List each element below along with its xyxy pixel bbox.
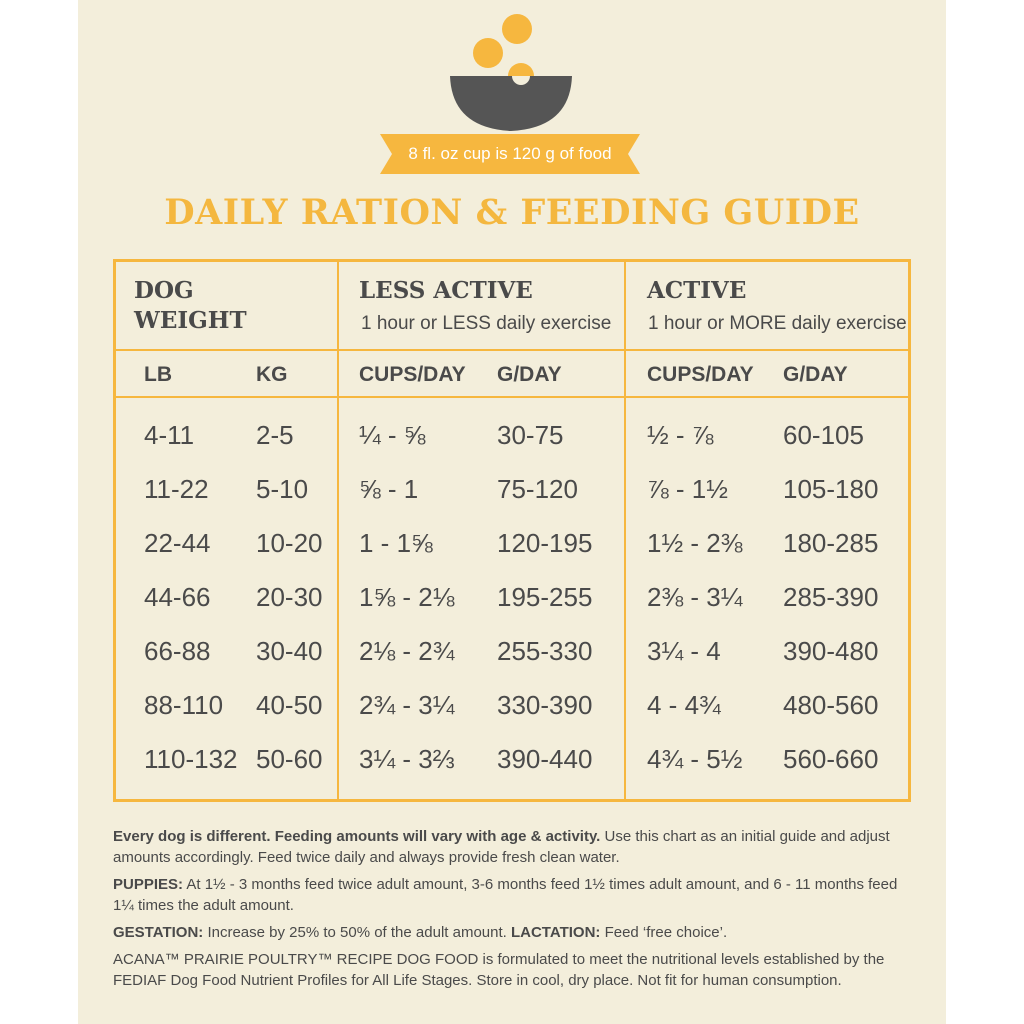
column-header-grams-less-active: G/DAY [497, 363, 562, 386]
group-title-less-active: LESS ACTIVE [359, 277, 533, 304]
cell-grams-active: 105-180 [783, 474, 879, 504]
cell-cups-less-active: 1 - 1⅝ [359, 528, 433, 558]
group-subtitle-active: 1 hour or MORE daily exercise [648, 313, 907, 334]
note-puppies-text: At 1½ - 3 months feed twice adult amount, 3-6 months feed 1½ times adult amount, and 6 - 11 months feed 1¼ times the adult amount. [113, 876, 898, 914]
column-header-cups-less-active: CUPS/DAY [359, 363, 466, 386]
cell-cups-active: ½ - ⅞ [647, 420, 714, 450]
cell-kg: 50-60 [256, 744, 323, 774]
column-header-cups-active: CUPS/DAY [647, 363, 754, 386]
cell-grams-less-active: 30-75 [497, 420, 564, 450]
note-gestation-label: GESTATION: [113, 924, 204, 941]
group-title-weight [134, 276, 247, 336]
cell-lb: 44-66 [144, 582, 211, 612]
food-bowl-icon [440, 10, 580, 135]
cell-cups-less-active: 3¼ - 3⅔ [359, 744, 455, 774]
feeding-notes [113, 826, 913, 997]
divider-group-header [116, 349, 908, 351]
cell-grams-active: 560-660 [783, 744, 879, 774]
group-title-weight-line2: WEIGHT [134, 307, 247, 334]
cell-kg: 2-5 [256, 420, 294, 450]
cell-lb: 11-22 [144, 474, 209, 504]
cell-grams-active: 60-105 [783, 420, 864, 450]
note-formulation: ACANA™ PRAIRIE POULTRY™ RECIPE DOG FOOD is formulated to meet the nutritional levels established by the FEDIAF Dog Food Nutrient Profiles for All Life Stages. Store in cool, dry place. Not fit for human consumption. [113, 951, 885, 989]
cell-cups-less-active: 1⅝ - 2⅛ [359, 582, 455, 612]
note-puppies-label: PUPPIES: [113, 876, 184, 893]
cell-cups-active: 4¾ - 5½ [647, 744, 743, 774]
divider-column-header [116, 396, 908, 398]
cell-lb: 110-132 [144, 744, 238, 774]
cell-kg: 5-10 [256, 474, 309, 504]
group-subtitle-less-active: 1 hour or LESS daily exercise [361, 313, 612, 334]
note-lactation-label: LACTATION: [510, 924, 601, 941]
cell-lb: 22-44 [144, 528, 211, 558]
column-header-grams-active: G/DAY [783, 363, 848, 386]
cell-grams-less-active: 390-440 [497, 744, 593, 774]
column-header-kg: KG [256, 363, 288, 386]
cell-grams-less-active: 255-330 [497, 636, 593, 666]
divider-activity [624, 262, 626, 799]
cell-grams-less-active: 120-195 [497, 528, 593, 558]
note-puppies [113, 874, 913, 916]
cell-grams-active: 180-285 [783, 528, 879, 558]
cell-cups-active: 1½ - 2⅜ [647, 528, 743, 558]
kibble-piece-top [502, 14, 532, 44]
cell-kg: 40-50 [256, 690, 323, 720]
column-header-lb: LB [144, 363, 172, 386]
cell-lb: 4-11 [144, 420, 195, 450]
cell-grams-active: 285-390 [783, 582, 879, 612]
cell-lb: 66-88 [144, 636, 211, 666]
cell-cups-active: ⅞ - 1½ [647, 474, 728, 504]
cell-grams-active: 480-560 [783, 690, 879, 720]
group-title-weight-line1: DOG [134, 277, 194, 304]
page-title: DAILY RATION & FEEDING GUIDE [164, 192, 860, 233]
cup-size-banner [380, 134, 640, 174]
cell-kg: 30-40 [256, 636, 323, 666]
cell-kg: 20-30 [256, 582, 323, 612]
cell-cups-active: 3¼ - 4 [647, 636, 721, 666]
cell-grams-less-active: 195-255 [497, 582, 593, 612]
kibble-piece-left [473, 38, 503, 68]
note-gestation [113, 922, 913, 943]
cell-cups-active: 2⅜ - 3¼ [647, 582, 743, 612]
cell-grams-less-active: 330-390 [497, 690, 593, 720]
note-gestation-text: Increase by 25% to 50% of the adult amount. [203, 924, 511, 941]
cell-cups-less-active: ⅝ - 1 [359, 474, 419, 504]
divider-weight [337, 262, 339, 799]
cup-size-note: 8 fl. oz cup is 120 g of food [408, 144, 612, 163]
group-title-active: ACTIVE [647, 277, 747, 304]
note-general-text: Use this chart as an initial guide and adjust amounts accordingly. Feed twice daily and always provide fresh clean water. [113, 828, 890, 866]
cell-kg: 10-20 [256, 528, 323, 558]
cell-cups-less-active: 2¾ - 3¼ [359, 690, 455, 720]
cell-cups-less-active: ¼ - ⅝ [359, 420, 426, 450]
cell-cups-active: 4 - 4¾ [647, 690, 721, 720]
feeding-table [113, 259, 911, 802]
cell-cups-less-active: 2⅛ - 2¾ [359, 636, 455, 666]
cell-grams-active: 390-480 [783, 636, 879, 666]
note-lactation-text: Feed ‘free choice’. [600, 924, 728, 941]
note-general-bold: Every dog is different. Feeding amounts will vary with age & activity. [113, 828, 601, 845]
note-general [113, 826, 913, 868]
cell-lb: 88-110 [144, 690, 224, 720]
cell-grams-less-active: 75-120 [497, 474, 578, 504]
